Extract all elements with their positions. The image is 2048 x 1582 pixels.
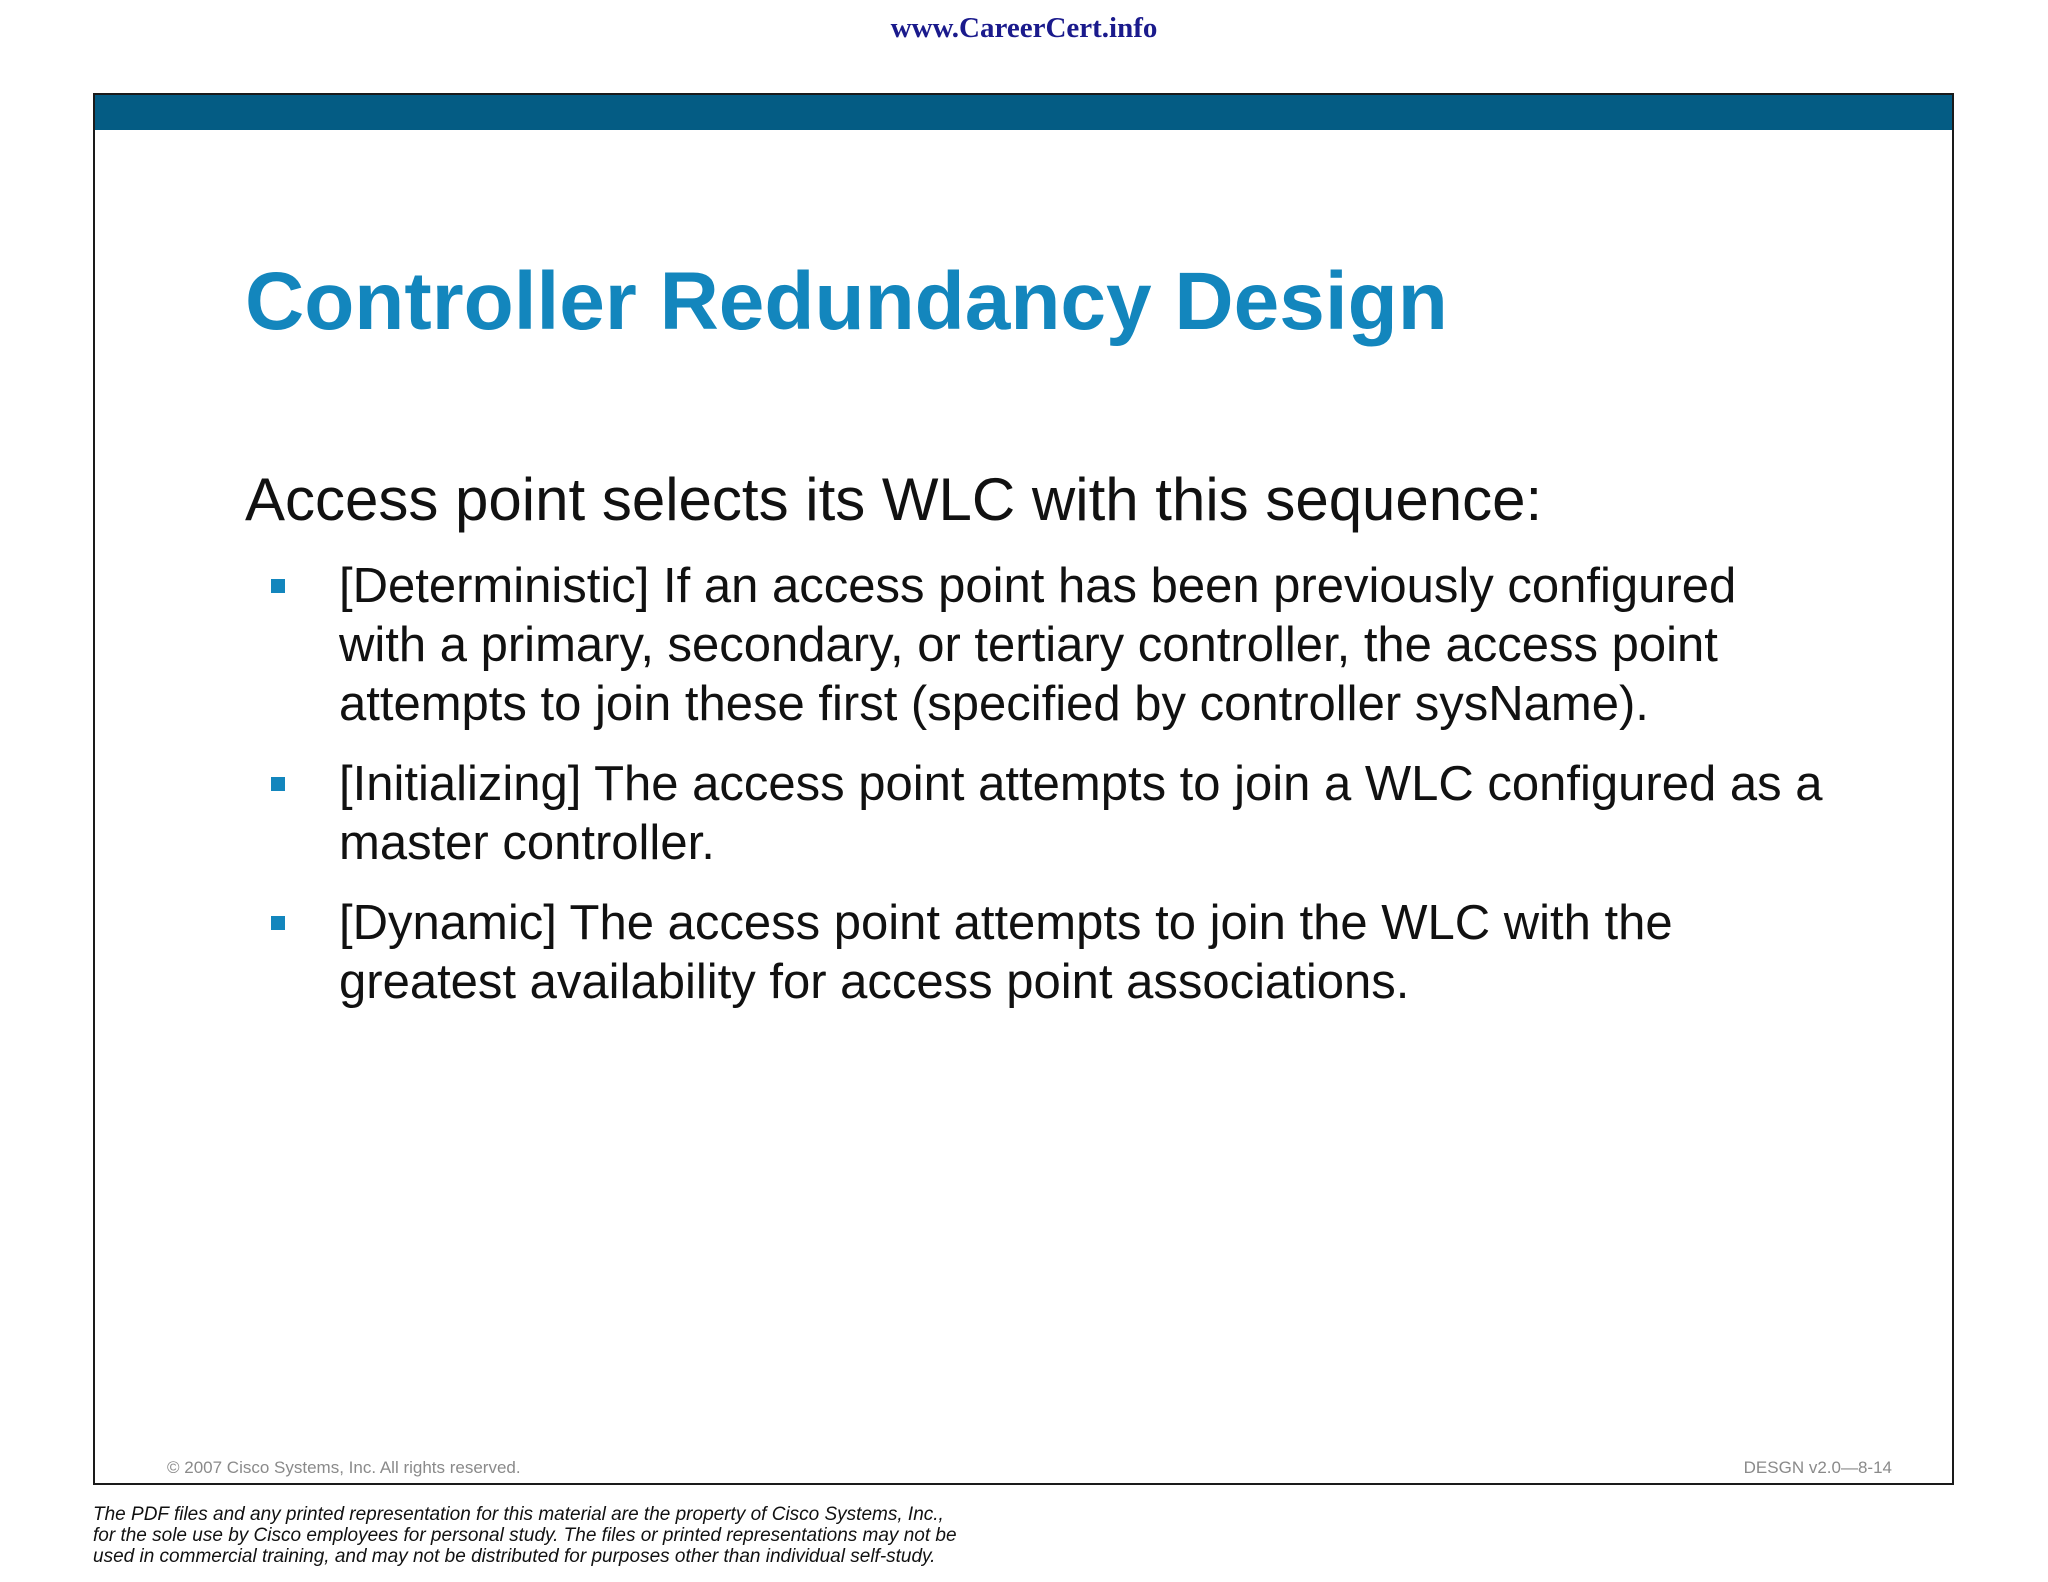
square-bullet-icon	[271, 916, 285, 930]
bullet-list	[271, 557, 1831, 1033]
bullet-text: [Initializing] The access point attempts to join a WLC configured as a master controller.	[339, 757, 1823, 870]
legal-notice	[93, 1504, 1193, 1567]
site-url-header: www.CareerCert.info	[890, 12, 1158, 44]
square-bullet-icon	[271, 777, 285, 791]
bullet-item-deterministic	[271, 557, 1831, 734]
bullet-text: [Dynamic] The access point attempts to join the WLC with the greatest availability for access point associations.	[339, 896, 1673, 1009]
bullet-text: [Deterministic] If an access point has been previously configured with a primary, secondary, or tertiary controller, the access point attempts to join these first (specified by controller sysName).	[339, 559, 1737, 731]
bullet-item-dynamic	[271, 894, 1831, 1012]
legal-line: for the sole use by Cisco employees for personal study. The files or printed representations may not be	[93, 1525, 957, 1546]
slide-intro-text: Access point selects its WLC with this sequence:	[245, 466, 1543, 533]
slide-frame	[93, 93, 1954, 1485]
bullet-item-initializing	[271, 755, 1831, 873]
slide-code: DESGN v2.0—8-14	[1743, 1458, 1892, 1477]
legal-line: used in commercial training, and may not be distributed for purposes other than individual self-study.	[93, 1546, 936, 1567]
slide-top-bar	[95, 95, 1952, 130]
slide-copyright: © 2007 Cisco Systems, Inc. All rights reserved.	[167, 1458, 521, 1477]
square-bullet-icon	[271, 579, 285, 593]
slide-title: Controller Redundancy Design	[245, 256, 1448, 347]
legal-line: The PDF files and any printed representation for this material are the property of Cisco Systems, Inc.,	[93, 1504, 944, 1525]
